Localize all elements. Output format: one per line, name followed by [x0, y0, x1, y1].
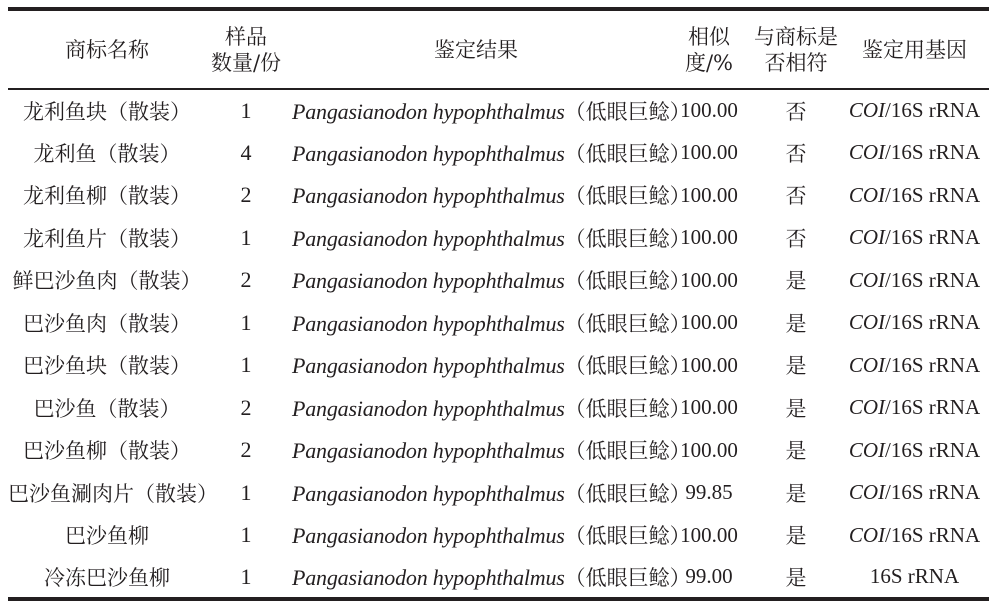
cell-similarity: 100.00 [680, 310, 738, 335]
species-chinese-name: （低眼巨鲶） [564, 311, 691, 336]
table-row [8, 472, 989, 515]
cell-brand-match: 是 [785, 311, 807, 336]
cell-brand-name: 龙利鱼（散装） [33, 141, 181, 166]
table-row [8, 387, 989, 430]
species-scientific-name: Pangasianodon hypophthalmus [292, 523, 565, 549]
cell-brand-match: 是 [785, 396, 807, 421]
cell-identification-result [286, 217, 691, 260]
cell-similarity: 100.00 [680, 437, 738, 462]
gene-italic-part: COI [848, 352, 886, 377]
species-chinese-name: （低眼巨鲶） [564, 141, 691, 166]
cell-identification-result [286, 89, 691, 132]
cell-brand-name: 冷冻巴沙鱼柳 [44, 565, 170, 590]
gene-rest-part: /16S rRNA [885, 522, 981, 547]
gene-rest-part: /16S rRNA [885, 140, 981, 165]
cell-sample-count: 2 [240, 394, 252, 420]
species-chinese-name: （低眼巨鲶） [564, 396, 691, 421]
gene-italic-part: COI [848, 395, 886, 420]
species-scientific-name: Pangasianodon hypophthalmus [292, 140, 565, 166]
gene-rest-part: 16S rRNA [869, 564, 960, 589]
cell-brand-match: 否 [785, 226, 807, 251]
cell-gene [840, 344, 989, 387]
cell-gene [840, 387, 989, 430]
cell-brand-name: 龙利鱼片（散装） [23, 226, 191, 251]
cell-similarity: 100.00 [680, 522, 738, 547]
species-scientific-name: Pangasianodon hypophthalmus [292, 395, 565, 421]
gene-italic-part: COI [848, 437, 886, 462]
cell-gene [840, 174, 989, 217]
gene-italic-part: COI [848, 480, 886, 505]
cell-sample-count: 1 [240, 522, 252, 548]
cell-sample-count: 2 [240, 437, 252, 463]
cell-identification-result [286, 344, 691, 387]
cell-sample-count: 1 [240, 563, 252, 589]
gene-italic-part: COI [848, 98, 886, 123]
cell-similarity: 100.00 [680, 267, 738, 292]
species-scientific-name: Pangasianodon hypophthalmus [292, 98, 565, 124]
table-row [8, 132, 989, 175]
cell-identification-result [286, 132, 691, 175]
cell-sample-count: 2 [240, 182, 252, 208]
cell-brand-match: 是 [785, 524, 807, 549]
cell-brand-name: 巴沙鱼肉（散装） [23, 311, 191, 336]
cell-sample-count: 1 [240, 479, 252, 505]
gene-italic-part: COI [848, 522, 886, 547]
cell-identification-result [286, 429, 691, 472]
gene-italic-part: COI [848, 225, 886, 250]
cell-brand-name: 巴沙鱼柳（散装） [23, 439, 191, 464]
table-row [8, 174, 989, 217]
species-chinese-name: （低眼巨鲶） [564, 565, 691, 590]
species-scientific-name: Pangasianodon hypophthalmus [292, 480, 565, 506]
gene-rest-part: /16S rRNA [885, 437, 981, 462]
species-chinese-name: （低眼巨鲶） [564, 184, 691, 209]
gene-italic-part: COI [848, 140, 886, 165]
species-scientific-name: Pangasianodon hypophthalmus [292, 310, 565, 336]
species-scientific-name: Pangasianodon hypophthalmus [292, 183, 565, 209]
cell-brand-name: 巴沙鱼（散装） [33, 396, 181, 421]
cell-brand-match: 是 [785, 565, 807, 590]
cell-sample-count: 1 [240, 224, 252, 250]
cell-gene [840, 472, 989, 515]
cell-gene [840, 89, 989, 132]
cell-similarity: 100.00 [680, 182, 738, 207]
table-row [8, 344, 989, 387]
cell-sample-count: 1 [240, 97, 252, 123]
header-brand-match: 与商标是 否相符 [752, 9, 840, 89]
cell-brand-name: 巴沙鱼涮肉片（散装） [8, 481, 218, 506]
table-row [8, 259, 989, 302]
species-chinese-name: （低眼巨鲶） [564, 481, 691, 506]
table-row [8, 429, 989, 472]
cell-gene [840, 259, 989, 302]
gene-italic-part: COI [848, 267, 886, 292]
gene-rest-part: /16S rRNA [885, 98, 981, 123]
species-scientific-name: Pangasianodon hypophthalmus [292, 438, 565, 464]
cell-gene [840, 429, 989, 472]
header-gene: 鉴定用基因 [840, 9, 989, 89]
table-body [8, 89, 989, 599]
identification-table [8, 7, 989, 601]
gene-rest-part: /16S rRNA [885, 352, 981, 377]
cell-similarity: 99.85 [685, 480, 733, 505]
cell-brand-match: 是 [785, 269, 807, 294]
cell-identification-result [286, 557, 691, 600]
table-row [8, 557, 989, 600]
species-scientific-name: Pangasianodon hypophthalmus [292, 268, 565, 294]
header-identification-result: 鉴定结果 [286, 9, 666, 89]
cell-identification-result [286, 302, 691, 345]
cell-brand-match: 是 [785, 481, 807, 506]
species-chinese-name: （低眼巨鲶） [564, 226, 691, 251]
header-sample-count: 样品 数量/份 [206, 9, 286, 89]
gene-rest-part: /16S rRNA [885, 267, 981, 292]
table-row [8, 514, 989, 557]
cell-gene [840, 514, 989, 557]
cell-sample-count: 1 [240, 352, 252, 378]
cell-brand-name: 龙利鱼块（散装） [23, 99, 191, 124]
species-chinese-name: （低眼巨鲶） [564, 269, 691, 294]
species-scientific-name: Pangasianodon hypophthalmus [292, 564, 565, 590]
cell-similarity: 99.00 [685, 564, 733, 589]
cell-similarity: 100.00 [680, 98, 738, 123]
cell-sample-count: 2 [240, 267, 252, 293]
table-row [8, 217, 989, 260]
cell-brand-match: 否 [785, 141, 807, 166]
gene-rest-part: /16S rRNA [885, 182, 981, 207]
cell-similarity: 100.00 [680, 352, 738, 377]
cell-sample-count: 1 [240, 309, 252, 335]
species-scientific-name: Pangasianodon hypophthalmus [292, 225, 565, 251]
species-chinese-name: （低眼巨鲶） [564, 524, 691, 549]
cell-gene [840, 217, 989, 260]
table-row [8, 302, 989, 345]
cell-similarity: 100.00 [680, 225, 738, 250]
species-chinese-name: （低眼巨鲶） [564, 439, 691, 464]
cell-identification-result [286, 472, 691, 515]
header-similarity: 相似 度/% [666, 9, 752, 89]
cell-brand-match: 是 [785, 354, 807, 379]
cell-similarity: 100.00 [680, 395, 738, 420]
cell-similarity: 100.00 [680, 140, 738, 165]
cell-identification-result [286, 387, 691, 430]
cell-sample-count: 4 [240, 139, 252, 165]
gene-rest-part: /16S rRNA [885, 310, 981, 335]
cell-identification-result [286, 259, 691, 302]
header-row [8, 9, 989, 89]
cell-gene [840, 132, 989, 175]
cell-brand-name: 巴沙鱼块（散装） [23, 354, 191, 379]
gene-rest-part: /16S rRNA [885, 225, 981, 250]
cell-brand-match: 否 [785, 99, 807, 124]
species-chinese-name: （低眼巨鲶） [564, 354, 691, 379]
table-header [8, 9, 989, 89]
cell-identification-result [286, 174, 691, 217]
cell-brand-name: 鲜巴沙鱼肉（散装） [12, 269, 202, 294]
cell-brand-name: 巴沙鱼柳 [65, 524, 149, 549]
gene-rest-part: /16S rRNA [885, 480, 981, 505]
gene-rest-part: /16S rRNA [885, 395, 981, 420]
species-scientific-name: Pangasianodon hypophthalmus [292, 353, 565, 379]
cell-identification-result [286, 514, 691, 557]
cell-brand-name: 龙利鱼柳（散装） [23, 184, 191, 209]
cell-gene [840, 302, 989, 345]
header-brand-name: 商标名称 [8, 9, 206, 89]
cell-brand-match: 是 [785, 439, 807, 464]
table-row [8, 89, 989, 132]
cell-gene [840, 557, 989, 600]
gene-italic-part: COI [848, 182, 886, 207]
species-chinese-name: （低眼巨鲶） [564, 99, 691, 124]
cell-brand-match: 否 [785, 184, 807, 209]
gene-italic-part: COI [848, 310, 886, 335]
